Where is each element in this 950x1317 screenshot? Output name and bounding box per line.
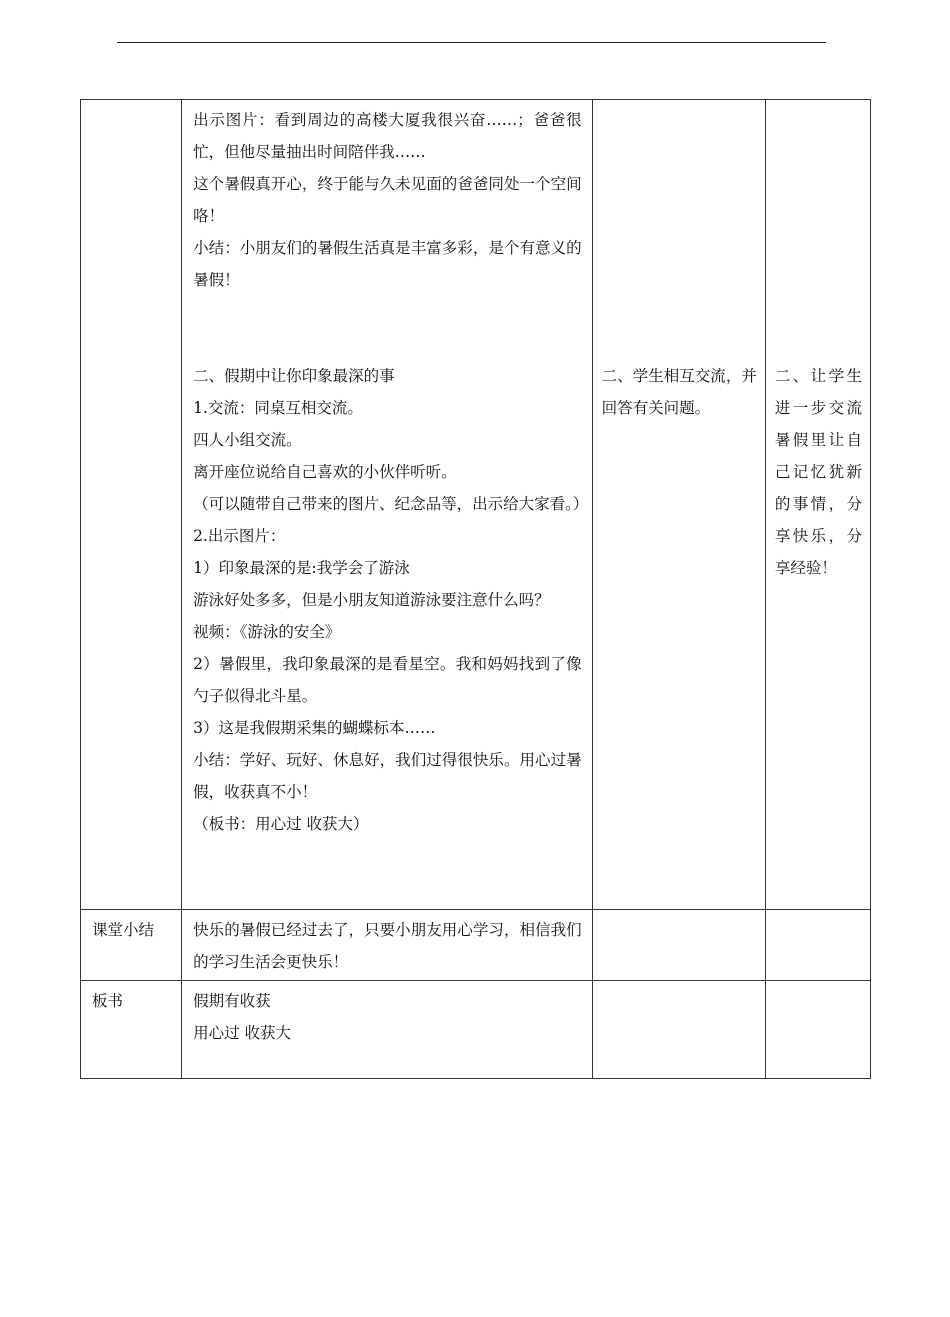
design-intent-text: 二、让学生进一步交流暑假里让自己记忆犹新的事情，分享快乐，分享经验！ <box>774 367 862 577</box>
board-label: 板书 <box>92 992 124 1010</box>
empty-cell <box>765 981 870 1079</box>
board-line: 用心过 收获大 <box>193 1024 292 1042</box>
spacer <box>775 104 862 360</box>
content-line: 2.出示图片： <box>193 527 286 545</box>
content-line: 1）印象最深的是:我学会了游泳 <box>193 559 410 577</box>
summary-label-cell <box>81 910 182 981</box>
teaching-content-cell <box>182 100 593 910</box>
design-intent-cell <box>765 100 870 910</box>
empty-cell <box>592 981 765 1079</box>
empty-cell <box>592 910 765 981</box>
board-line: 假期有收获 <box>193 992 271 1010</box>
content-line: 3）这是我假期采集的蝴蝶标本…… <box>193 719 436 737</box>
content-line: 离开座位说给自己喜欢的小伙伴听听。 <box>193 463 457 481</box>
stage-label-cell <box>81 100 182 910</box>
lesson-plan-table <box>80 99 871 1079</box>
content-line: 出示图片：看到周边的高楼大厦我很兴奋……；爸爸很忙，但他尽量抽出时间陪伴我…… <box>193 111 582 161</box>
board-content-cell <box>182 981 593 1079</box>
spacer <box>602 104 757 360</box>
board-label-cell <box>81 981 182 1079</box>
empty-cell <box>765 910 870 981</box>
student-activity-text: 二、学生相互交流，并回答有关问题。 <box>601 367 757 417</box>
section-heading: 二、假期中让你印象最深的事 <box>193 367 395 385</box>
content-line: 四人小组交流。 <box>193 431 302 449</box>
student-activity-cell <box>592 100 765 910</box>
table-row-summary <box>81 910 871 981</box>
summary-label: 课堂小结 <box>92 921 155 939</box>
content-line: （可以随带自己带来的图片、纪念品等，出示给大家看。） <box>193 495 589 513</box>
header-rule <box>117 42 826 43</box>
summary-text: 快乐的暑假已经过去了，只要小朋友用心学习，相信我们的学习生活会更快乐！ <box>193 921 582 971</box>
spacer <box>193 296 582 360</box>
content-line: （板书：用心过 收获大） <box>193 815 369 833</box>
content-line: 1.交流：同桌互相交流。 <box>193 399 363 417</box>
content-line: 小结：小朋友们的暑假生活真是丰富多彩，是个有意义的暑假！ <box>193 239 582 289</box>
table-row-board <box>81 981 871 1079</box>
content-line: 这个暑假真开心，终于能与久未见面的爸爸同处一个空间咯！ <box>193 175 582 225</box>
content-line: 游泳好处多多，但是小朋友知道游泳要注意什么吗？ <box>193 591 550 609</box>
summary-content-cell <box>182 910 593 981</box>
content-line: 2）暑假里，我印象最深的是看星空。我和妈妈找到了像勺子似得北斗星。 <box>193 655 582 705</box>
content-line: 小结：学好、玩好、休息好，我们过得很快乐。用心过暑假，收获真不小！ <box>193 751 582 801</box>
content-line: 视频：《游泳的安全》 <box>193 623 341 641</box>
table-row-activities <box>81 100 871 910</box>
